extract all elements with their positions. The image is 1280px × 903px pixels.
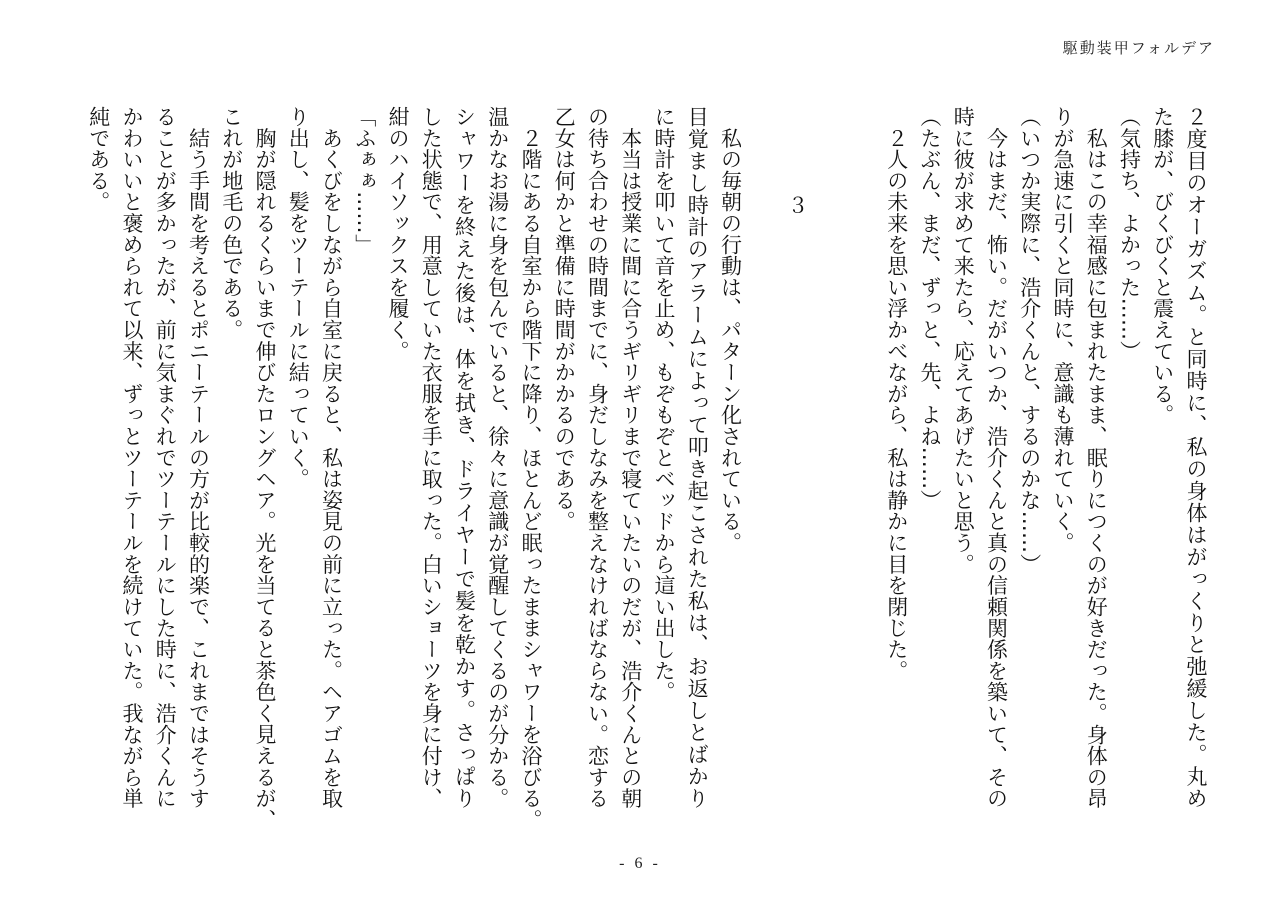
text-line: ることが多かったが、前に気まぐれでツーテールにした時に、浩介くんに	[153, 106, 178, 809]
text-line: 本当は授業に間に合うギリギリまで寝ていたいのだが、浩介くんとの朝	[618, 106, 643, 809]
blank-line	[747, 106, 780, 809]
text-line: 胸が隠れるくらいまで伸びたロングヘア。光を当てると茶色く見えるが、	[253, 106, 277, 831]
text-line: 紺のハイソックスを履く。	[386, 106, 410, 362]
text-line: 目覚まし時計のアラームによって叩き起こされた私は、お返しとばかり	[685, 106, 710, 809]
vertical-text-body	[82, 106, 1213, 831]
text-line: かわいいと褒められて以来、ずっとツーテールを続けていた。我ながら単	[120, 106, 144, 809]
blank-line	[813, 106, 846, 809]
text-line: （たぶん、まだ、ずっと、先、よね……）	[918, 106, 942, 511]
text-line: （気持ち、よかった……）	[1117, 106, 1142, 362]
text-line: りが急速に引くと同時に、意識も薄れていく。	[1051, 106, 1075, 554]
text-line: 結う手間を考えるとポニーテールの方が比較的楽で、これまではそうす	[186, 106, 211, 809]
text-line: 私はこの幸福感に包まれたまま、眠りにつくのが好きだった。身体の昂	[1084, 106, 1109, 809]
text-line: シャワーを終えた後は、体を拭き、ドライヤーで髪を乾かす。さっぱり	[452, 106, 477, 809]
text-line: の待ち合わせの時間までに、身だしなみを整えなければならない。恋する	[585, 106, 610, 809]
text-line: 今はまだ、怖い。だがいつか、浩介くんと真の信頼関係を築いて、その	[984, 106, 1009, 809]
text-line: ２人の未来を思い浮かべながら、私は静かに目を閉じた。	[884, 106, 909, 682]
running-header-title: 駆動装甲フォルデア	[1062, 39, 1215, 57]
text-line: 時に彼が求めて来たら、応えてあげたいと思う。	[951, 106, 976, 575]
text-line: あくびをしながら自室に戻ると、私は姿見の前に立った。ヘアゴムを取	[319, 106, 344, 809]
text-line: これが地毛の色である。	[219, 106, 244, 341]
page-number: - 6 -	[619, 855, 661, 872]
section-number: ３	[785, 194, 809, 216]
blank-line	[846, 106, 879, 809]
text-line: した状態で、用意していた衣服を手に取った。白いショーツを身に付け、	[419, 106, 444, 809]
text-line: ２度目のオーガズム。と同時に、私の身体はがっくりと弛緩した。丸め	[1184, 106, 1208, 809]
text-line: 乙女は何かと準備に時間がかかるのである。	[552, 106, 577, 532]
text-line: 純である。	[86, 106, 111, 213]
text-line: ２階にある自室から階下に降り、ほとんど眠ったままシャワーを浴びる。	[519, 106, 543, 831]
text-line: 私の毎朝の行動は、パターン化されている。	[718, 106, 743, 554]
text-line: に時計を叩いて音を止め、もぞもぞとベッドから這い出した。	[652, 106, 676, 703]
text-line: り出し、髪をツーテールに結っていく。	[286, 106, 311, 490]
text-line: （いつか実際に、浩介くんと、するのかな……）	[1017, 106, 1042, 575]
text-line: 温かなお湯に身を包んでいると、徐々に意識が覚醒してくるのが分かる。	[485, 106, 510, 809]
text-line: 「ふぁぁ……」	[352, 106, 377, 256]
text-line: た膝が、びくびくと震えている。	[1150, 106, 1175, 426]
